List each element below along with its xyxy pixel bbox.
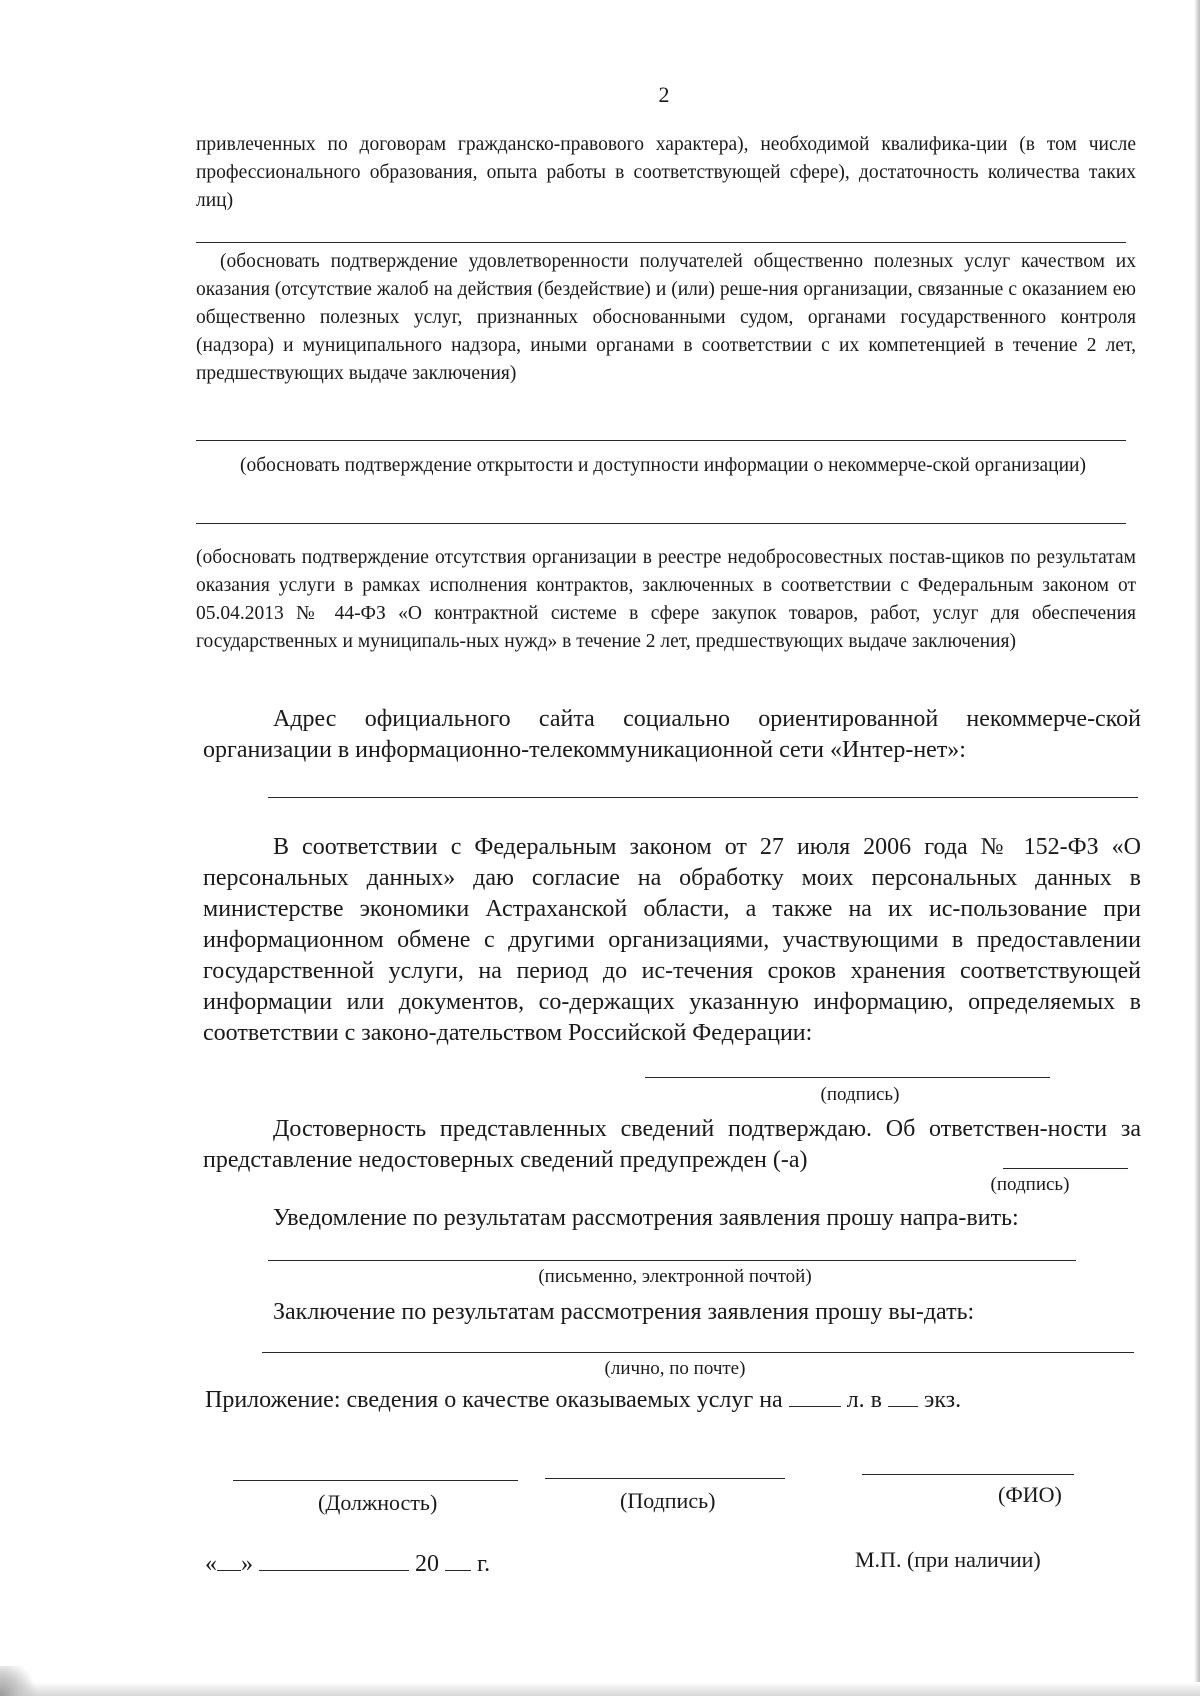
- personal-data-consent: [203, 832, 1141, 1049]
- date-year-field[interactable]: [445, 1550, 471, 1571]
- attachment-copies-field[interactable]: [888, 1386, 918, 1407]
- consent-signature-caption: (подпись): [820, 1084, 900, 1105]
- conclusion-method-caption: (лично, по почте): [604, 1358, 746, 1379]
- paragraph-satisfaction: (обосновать подтверждение удовлетворенности получателей общественно полезных услуг качеством их оказания (отсутствие жалоб на действия (бездействие) и (или) реше-ния организации, связанные с оказанием ею общественно полезных услуг, признанных обоснованными судом, органами государственного контроля (надзора) и муниципального надзора, иными органами в соответствии с их компетенцией в течение 2 лет, предшествующих выдаче заключения): [196, 251, 1136, 384]
- attachment-text-a: Приложение: сведения о качестве оказываемых услуг на: [205, 1387, 783, 1413]
- website-address-field[interactable]: [268, 797, 1138, 798]
- conclusion-paragraph: [203, 1297, 1141, 1328]
- attachment-text-b: л. в: [846, 1387, 883, 1413]
- name-signature-line[interactable]: [862, 1474, 1074, 1475]
- position-label: (Должность): [318, 1490, 438, 1515]
- blank-line-2: [196, 440, 1126, 441]
- reliability-signature-line[interactable]: [1003, 1168, 1128, 1169]
- website-address-paragraph: [203, 704, 1141, 766]
- blank-line-3: [196, 523, 1126, 524]
- consent-signature-line[interactable]: [645, 1077, 1050, 1078]
- paragraph-openness: (обосновать подтверждение открытости и доступности информации о некоммерче-ской организации): [240, 455, 1086, 476]
- sign-signature-line[interactable]: [545, 1478, 785, 1479]
- stamp-label: М.П. (при наличии): [855, 1547, 1041, 1572]
- page-edge-shadow: [1194, 0, 1200, 1696]
- sign-label: (Подпись): [620, 1488, 716, 1513]
- reliability-text: Достоверность представленных сведений подтверждаю. Об ответствен-ности за представление недостоверных сведений предупрежден (-а): [203, 1116, 1141, 1173]
- notice-method-caption: (письменно, электронной почтой): [538, 1266, 812, 1287]
- attachment-sheets-field[interactable]: [789, 1386, 841, 1407]
- date-month-field[interactable]: [259, 1550, 409, 1571]
- name-label: (ФИО): [998, 1482, 1062, 1507]
- date-quote-close: »: [241, 1551, 253, 1577]
- notice-method-field[interactable]: [268, 1260, 1076, 1261]
- notice-text: Уведомление по результатам рассмотрения заявления прошу напра-вить:: [273, 1205, 1019, 1231]
- scan-corner-artifact: [0, 1666, 40, 1696]
- date-field: [205, 1550, 490, 1578]
- blank-line-1: [196, 242, 1126, 243]
- date-quote-open: «: [205, 1551, 217, 1577]
- position-signature-line[interactable]: [233, 1480, 518, 1481]
- date-year-suffix: г.: [477, 1551, 491, 1577]
- reliability-paragraph: [203, 1114, 1141, 1176]
- conclusion-text: Заключение по результатам рассмотрения заявления прошу вы-дать:: [273, 1299, 975, 1325]
- page-bottom-shadow: [0, 1682, 1200, 1696]
- reliability-signature-caption: (подпись): [990, 1174, 1070, 1195]
- consent-text: В соответствии с Федеральным законом от 27 июля 2006 года № 152-ФЗ «О персональных данных» даю согласие на обработку моих персональных данных в министерстве экономики Астраханской области, а также на их ис-пользование при информационном обмене с другими организациями, участвующими в предоставлении государственной услуги, на период до ис-течения сроков хранения соответствующей информации или документов, со-держащих указанную информацию, определяемых в соответствии с законо-дательством Российской Федерации:: [203, 834, 1141, 1046]
- website-address-text: Адрес официального сайта социально ориентированной некоммерче-ской организации в информационно-телекоммуникационной сети «Интер-нет»:: [203, 706, 1141, 763]
- attachment-text-c: экз.: [924, 1387, 962, 1413]
- paragraph-qualification: привлеченных по договорам гражданско-правового характера), необходимой квалифика-ции (в том числе профессионального образования, опыта работы в соответствующей сфере), достаточность количества таких лиц): [196, 134, 1136, 211]
- attachment-line: [205, 1386, 961, 1414]
- page-number: 2: [658, 82, 670, 107]
- conclusion-method-field[interactable]: [262, 1352, 1134, 1353]
- notice-paragraph: [203, 1203, 1141, 1234]
- date-year-prefix: 20: [415, 1551, 439, 1577]
- date-day-field[interactable]: [217, 1550, 241, 1571]
- paragraph-registry: (обосновать подтверждение отсутствия организации в реестре недобросовестных постав-щиков по результатам оказания услуги в рамках исполнения контрактов, заключенных в соответствии с Федеральным законом от 05.04.2013 № 44-ФЗ «О контрактной системе в сфере закупок товаров, работ, услуг для обеспечения государственных и муниципаль-ных нужд» в течение 2 лет, предшествующих выдаче заключения): [196, 547, 1136, 652]
